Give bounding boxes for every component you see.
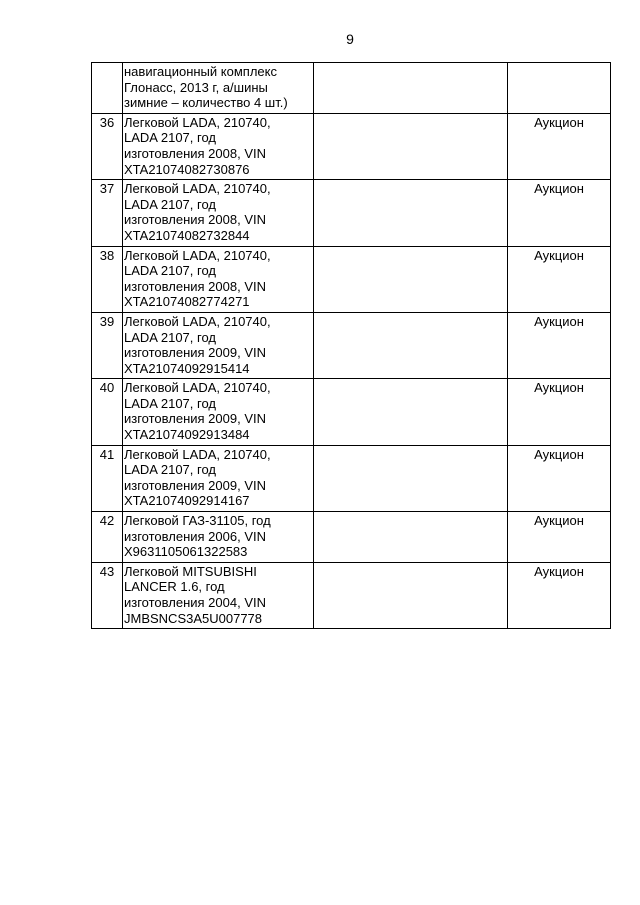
sale-method-cell: Аукцион [508,312,611,378]
description-line: Легковой LADA, 210740, [124,114,271,130]
table-row [92,445,611,511]
table-row [92,246,611,312]
table-row [92,379,611,445]
sale-method-cell: Аукцион [508,562,611,628]
vehicle-description-cell [123,180,314,246]
description-line: изготовления 2008, VIN [124,278,266,294]
description-line: LADA 2107, год [124,263,216,279]
sale-method-cell: Аукцион [508,445,611,511]
sale-method-cell [508,63,611,114]
row-number-cell [92,63,123,114]
empty-cell [314,562,508,628]
empty-cell [314,113,508,179]
description-line: XTA21074092915414 [124,360,250,376]
description-line: XTA21074082732844 [124,227,250,243]
sale-method-cell: Аукцион [508,180,611,246]
description-line: LADA 2107, год [124,462,216,478]
row-number-cell: 42 [92,512,123,563]
description-line: LADA 2107, год [124,130,216,146]
row-number-cell: 37 [92,180,123,246]
empty-cell [314,312,508,378]
description-line: LADA 2107, год [124,196,216,212]
description-line: XTA21074092914167 [124,493,250,509]
empty-cell [314,180,508,246]
row-number-cell: 40 [92,379,123,445]
description-line: Легковой MITSUBISHI [124,563,257,579]
description-line: Легковой LADA, 210740, [124,181,271,197]
row-number-cell: 41 [92,445,123,511]
sale-method-cell: Аукцион [508,113,611,179]
empty-cell [314,63,508,114]
description-line: изготовления 2009, VIN [124,345,266,361]
vehicle-description-cell [123,312,314,378]
description-line: Легковой LADA, 210740, [124,380,271,396]
table-row [92,63,611,114]
property-table-body [92,63,611,629]
description-line: LANCER 1.6, год [124,579,225,595]
page-number: 9 [346,31,354,47]
table-row [92,512,611,563]
sale-method-cell: Аукцион [508,512,611,563]
empty-cell [314,379,508,445]
description-line: Легковой LADA, 210740, [124,313,271,329]
description-line: зимние – количество 4 шт.) [124,95,288,111]
description-line: Легковой LADA, 210740, [124,446,271,462]
description-line: XTA21074082730876 [124,161,250,177]
row-number-cell: 43 [92,562,123,628]
vehicle-description-cell [123,445,314,511]
table-row [92,180,611,246]
vehicle-description-cell [123,512,314,563]
row-number-cell: 39 [92,312,123,378]
description-line: изготовления 2008, VIN [124,145,266,161]
description-line: XTA21074082774271 [124,294,250,310]
description-line: Легковой LADA, 210740, [124,247,271,263]
description-line: Легковой ГАЗ-31105, год [124,513,271,529]
description-line: изготовления 2004, VIN [124,595,266,610]
description-line: изготовления 2009, VIN [124,477,266,493]
vehicle-description-cell [123,246,314,312]
row-number-cell: 36 [92,113,123,179]
vehicle-description-cell [123,379,314,445]
description-line: X9631105061322583 [124,544,248,560]
empty-cell [314,246,508,312]
description-line: изготовления 2008, VIN [124,212,266,228]
property-table [91,62,611,629]
table-row [92,113,611,179]
description-line: XTA21074092913484 [124,427,250,443]
table-row [92,562,611,628]
description-line: LADA 2107, год [124,395,216,411]
vehicle-description-cell [123,63,314,114]
table-row [92,312,611,378]
description-line: Глонасс, 2013 г, а/шины [124,79,268,95]
sale-method-cell: Аукцион [508,246,611,312]
description-line: навигационный комплекс [124,64,277,79]
description-line: JMBSNCS3A5U007778 [124,610,263,626]
empty-cell [314,512,508,563]
sale-method-cell: Аукцион [508,379,611,445]
row-number-cell: 38 [92,246,123,312]
vehicle-description-cell [123,562,314,628]
vehicle-description-cell [123,113,314,179]
description-line: изготовления 2009, VIN [124,411,266,427]
empty-cell [314,445,508,511]
description-line: LADA 2107, год [124,329,216,345]
description-line: изготовления 2006, VIN [124,528,266,544]
